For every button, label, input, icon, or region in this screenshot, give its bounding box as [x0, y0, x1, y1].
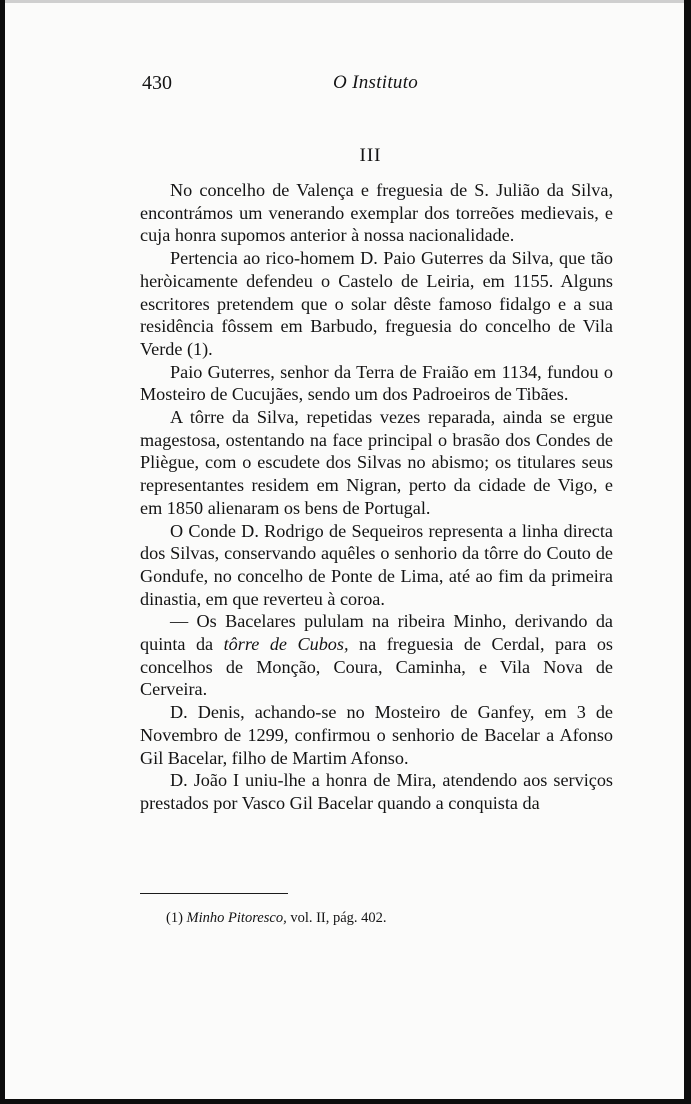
footnote-divider — [140, 893, 288, 894]
paragraph: No concelho de Valença e freguesia de S. Julião da Silva, encontrámos um venerando exemplar dos torreões medievais, e cuja honra supomos anterior à nossa nacionalidade. — [140, 180, 613, 246]
footnote — [166, 910, 387, 927]
italic-place-name: tôrre de Cubos, — [223, 634, 349, 655]
paragraph-text: — Os Bacelares pululam na ribeira Minho, derivando da quinta da — [140, 611, 613, 655]
paragraph: D. João I uniu-lhe a honra de Mira, atendendo aos serviços prestados por Vasco Gil Bacelar quando a conquista da — [140, 770, 613, 813]
running-title: O Instituto — [333, 72, 419, 93]
paragraph: Pertencia ao rico-homem D. Paio Guterres da Silva, que tão heròicamente defendeu o Castelo de Leiria, em 1155. Alguns escritores pretendem que o solar dêste famoso fidalgo e a sua residência fôssem em Barbudo, freguesia do concelho de Vila Verde (1). — [140, 248, 613, 359]
footnote-title: Minho Pitoresco, — [186, 910, 287, 926]
section-heading: III — [359, 145, 382, 166]
footnote-marker: (1) — [166, 910, 183, 926]
paragraph: A tôrre da Silva, repetidas vezes reparada, ainda se ergue magestosa, ostentando na face principal o brasão dos Condes de Pliègue, com o escudete dos Silvas no abismo; os titulares seus representantes residem em Nigran, perto da cidade de Vigo, e em 1850 alienaram os bens de Portugal. — [140, 407, 613, 518]
body-text — [140, 179, 613, 815]
page-number: 430 — [142, 72, 172, 94]
paragraph-bacelares — [140, 610, 613, 701]
paragraph: D. Denis, achando-se no Mosteiro de Ganfey, em 3 de Novembro de 1299, confirmou o senhorio de Bacelar a Afonso Gil Bacelar, filho de Martim Afonso. — [140, 702, 613, 768]
paragraph-text: na freguesia de Cerdal, para os concelhos de Monção, Coura, Caminha, e Vila Nova de Cerveira. — [140, 634, 613, 700]
paragraph: O Conde D. Rodrigo de Sequeiros representa a linha directa dos Silvas, conservando aquêles o senhorio da tôrre do Couto de Gondufe, no concelho de Ponte de Lima, até ao fim da primeira dinastia, em que reverteu à coroa. — [140, 520, 613, 609]
running-header — [140, 72, 612, 102]
footnote-reference: vol. II, pág. 402. — [286, 910, 387, 926]
paragraph: Paio Guterres, senhor da Terra de Fraião em 1134, fundou o Mosteiro de Cucujães, sendo um dos Padroeiros de Tibães. — [140, 361, 613, 405]
